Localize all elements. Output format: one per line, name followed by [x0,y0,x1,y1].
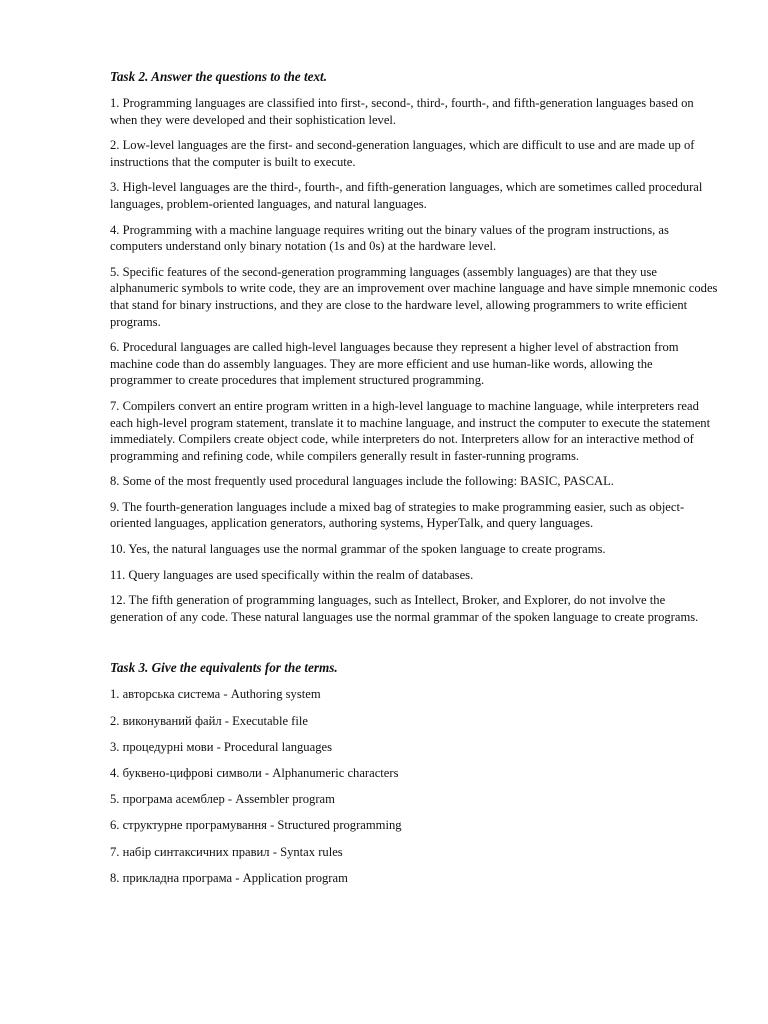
answer-8: 8. Some of the most frequently used procedural languages include the following: BASIC, PASCAL. [110,474,614,489]
term-6: 6. структурне програмування - Structured programming [110,818,402,833]
answer-1: 1. Programming languages are classified into first-, second-, third-, fourth-, and fifth-generation languages based on when they were developed and their sophistication level. [110,96,694,127]
term-7: 7. набір синтаксичних правил - Syntax rules [110,844,343,859]
answer-10: 10. Yes, the natural languages use the normal grammar of the spoken language to create programs. [110,542,606,557]
answer-7: 7. Compilers convert an entire program written in a high-level language to machine language, while interpreters read each high-level program statement, translate it to machine language, and instruct the computer to execute the statement immediately. Compilers create object code, while interpreters do not. Interpreters allow for an interactive method of programming and refining code, while compilers generally result in faster-running programs. [110,398,711,463]
task-2-heading: Task 2. Answer the questions to the text. [110,69,328,84]
term-3: 3. процедурні мови - Procedural languages [110,739,332,754]
term-4: 4. буквено-цифрові символи - Alphanumeric characters [110,766,399,780]
answer-2: 2. Low-level languages are the first- and second-generation languages, which are difficult to use and are made up of instructions that the computer is built to execute. [110,138,695,169]
task-2-section [110,68,718,625]
answer-5: 5. Specific features of the second-generation programming languages (assembly languages) are that they use alphanumeric symbols to write code, they are an improvement over machine language and have simple mnemonic codes that stand for binary instructions, and they are close to the hardware level, allowing programmers to write efficient programs. [110,264,718,329]
task-3-section [110,659,718,886]
task-3-heading: Task 3. Give the equivalents for the terms. [110,660,338,676]
term-8: 8. прикладна програма - Application program [110,870,348,885]
term-5: 5. програма асемблер - Assembler program [110,792,335,807]
answer-6: 6. Procedural languages are called high-level languages because they represent a higher level of abstraction from machine code than do assembly languages. They are more efficient and use human-like words, allowing the programmer to create procedures that implement structured programming. [110,340,679,388]
term-2: 2. виконуваний файл - Executable file [110,713,308,728]
answer-3: 3. High-level languages are the third-, fourth-, and fifth-generation languages, which are sometimes called procedural languages, problem-oriented languages, and natural languages. [110,180,703,211]
term-1: 1. авторська система - Authoring system [110,687,321,702]
document-page [110,68,718,896]
answer-11: 11. Query languages are used specifically within the realm of databases. [110,567,474,582]
answer-12: 12. The fifth generation of programming languages, such as Intellect, Broker, and Explorer, do not involve the generation of any code. These natural languages use the normal grammar of the spoken language to create programs. [110,593,699,624]
answer-9: 9. The fourth-generation languages include a mixed bag of strategies to make programming easier, such as object-oriented languages, application generators, authoring systems, HyperTalk, and query languages. [110,499,685,531]
answer-4: 4. Programming with a machine language requires writing out the binary values of the program instructions, as computers understand only binary notation (1s and 0s) at the hardware level. [110,222,669,254]
